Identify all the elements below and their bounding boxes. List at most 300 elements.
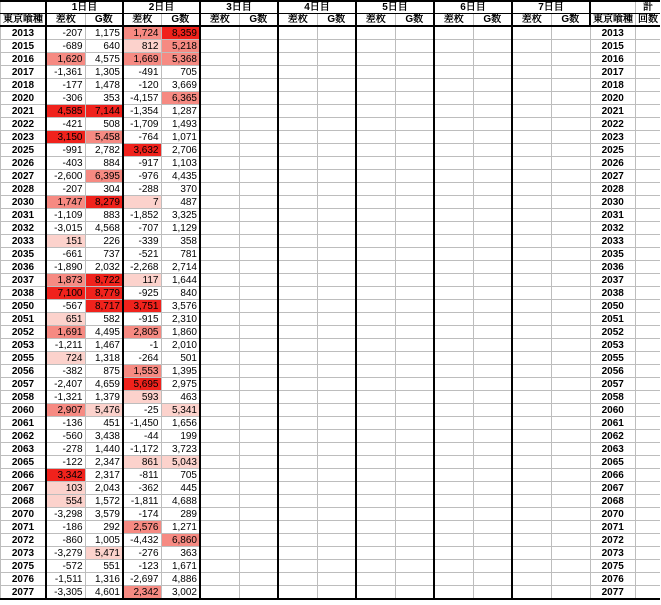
day4-diff-cell [278, 287, 317, 300]
machine-number: 2050 [1, 300, 47, 313]
day6-games-cell [473, 404, 512, 417]
day7-diff-cell [512, 495, 551, 508]
day2-games-cell: 1,644 [161, 274, 200, 287]
day7-games-cell [551, 183, 590, 196]
day7-diff-cell [512, 144, 551, 157]
day5-diff-cell [356, 547, 395, 560]
day6-diff-cell [434, 248, 473, 261]
day5-games-cell [395, 287, 434, 300]
day4-games-cell [317, 482, 356, 495]
day7-games-cell [551, 248, 590, 261]
day5-diff-cell [356, 300, 395, 313]
games-header-1: G数 [85, 14, 123, 27]
day3-games-cell [239, 326, 278, 339]
day1-diff-cell: -860 [46, 534, 85, 547]
day2-games-cell: 8,359 [161, 26, 200, 40]
day3-games-cell [239, 547, 278, 560]
table-row [1, 222, 661, 235]
diff-header-4: 差枚 [278, 14, 317, 27]
day4-diff-cell [278, 261, 317, 274]
machine-number: 2072 [1, 534, 47, 547]
day7-diff-cell [512, 391, 551, 404]
day5-games-cell [395, 248, 434, 261]
day2-diff-cell: 1,724 [123, 26, 161, 40]
day7-diff-cell [512, 573, 551, 586]
day1-diff-cell: -991 [46, 144, 85, 157]
day6-diff-cell [434, 105, 473, 118]
day4-games-cell [317, 235, 356, 248]
day4-games-cell [317, 365, 356, 378]
day2-diff-cell: -120 [123, 79, 161, 92]
day2-diff-cell: -917 [123, 157, 161, 170]
day3-diff-cell [200, 456, 239, 469]
day2-diff-cell: 3,751 [123, 300, 161, 313]
day5-diff-cell [356, 26, 395, 40]
day4-diff-cell [278, 352, 317, 365]
day7-diff-cell [512, 209, 551, 222]
day6-games-cell [473, 482, 512, 495]
day7-games-cell [551, 547, 590, 560]
day6-games-cell [473, 326, 512, 339]
count-cell [636, 105, 661, 118]
day6-diff-cell [434, 287, 473, 300]
machine-number-right: 2067 [590, 482, 636, 495]
day7-diff-cell [512, 456, 551, 469]
day3-diff-cell [200, 79, 239, 92]
day5-diff-cell [356, 326, 395, 339]
day7-diff-cell [512, 443, 551, 456]
day5-games-cell [395, 573, 434, 586]
day3-games-cell [239, 53, 278, 66]
day2-games-cell: 1,071 [161, 131, 200, 144]
day2-games-cell: 463 [161, 391, 200, 404]
day3-games-cell [239, 248, 278, 261]
day2-diff-cell: -339 [123, 235, 161, 248]
machine-column-header: 東京喰種 [1, 14, 47, 27]
day5-games-cell [395, 469, 434, 482]
day1-games-cell: 353 [85, 92, 123, 105]
day3-games-cell [239, 235, 278, 248]
day1-diff-cell: -122 [46, 456, 85, 469]
day1-diff-cell: -560 [46, 430, 85, 443]
day6-diff-cell [434, 456, 473, 469]
day2-games-cell: 840 [161, 287, 200, 300]
day2-games-cell: 2,706 [161, 144, 200, 157]
machine-number: 2031 [1, 209, 47, 222]
day7-diff-cell [512, 508, 551, 521]
day4-games-cell [317, 430, 356, 443]
day2-games-cell: 4,435 [161, 170, 200, 183]
day3-diff-cell [200, 547, 239, 560]
day6-diff-cell [434, 196, 473, 209]
day1-games-cell: 551 [85, 560, 123, 573]
day6-games-cell [473, 170, 512, 183]
day7-games-cell [551, 482, 590, 495]
day1-diff-cell: -207 [46, 26, 85, 40]
day5-games-cell [395, 183, 434, 196]
day6-games-cell [473, 131, 512, 144]
day4-games-cell [317, 118, 356, 131]
day4-diff-cell [278, 248, 317, 261]
day2-games-cell: 3,669 [161, 79, 200, 92]
day1-games-cell: 1,572 [85, 495, 123, 508]
day3-diff-cell [200, 495, 239, 508]
day2-diff-cell: -288 [123, 183, 161, 196]
count-cell [636, 352, 661, 365]
day1-diff-cell: -186 [46, 521, 85, 534]
day5-games-cell [395, 339, 434, 352]
machine-number: 2076 [1, 573, 47, 586]
day1-diff-cell: 3,150 [46, 131, 85, 144]
day3-games-cell [239, 196, 278, 209]
day5-games-cell [395, 40, 434, 53]
machine-number-right: 2018 [590, 79, 636, 92]
machine-number-right: 2027 [590, 170, 636, 183]
count-cell [636, 118, 661, 131]
count-cell [636, 66, 661, 79]
day3-games-cell [239, 404, 278, 417]
day2-games-cell: 5,218 [161, 40, 200, 53]
day5-diff-cell [356, 105, 395, 118]
day2-games-cell: 5,043 [161, 456, 200, 469]
day3-games-cell [239, 352, 278, 365]
day1-diff-cell: -661 [46, 248, 85, 261]
day1-games-cell: 1,467 [85, 339, 123, 352]
machine-number-right: 2055 [590, 352, 636, 365]
machine-number-right: 2051 [590, 313, 636, 326]
day4-diff-cell [278, 547, 317, 560]
day7-games-cell [551, 261, 590, 274]
table-row [1, 157, 661, 170]
day1-games-cell: 3,579 [85, 508, 123, 521]
table-row [1, 326, 661, 339]
day7-games-cell [551, 235, 590, 248]
day7-diff-cell [512, 482, 551, 495]
day7-games-cell [551, 430, 590, 443]
machine-number-right: 2016 [590, 53, 636, 66]
day6-diff-cell [434, 560, 473, 573]
day4-diff-cell [278, 144, 317, 157]
day7-diff-cell [512, 66, 551, 79]
machine-number: 2032 [1, 222, 47, 235]
day7-diff-cell [512, 469, 551, 482]
day1-games-cell: 8,279 [85, 196, 123, 209]
day3-diff-cell [200, 534, 239, 547]
day6-games-cell [473, 495, 512, 508]
machine-number: 2027 [1, 170, 47, 183]
day4-games-cell [317, 274, 356, 287]
day4-diff-cell [278, 79, 317, 92]
machine-number-right: 2060 [590, 404, 636, 417]
day3-diff-cell [200, 144, 239, 157]
day2-games-cell: 3,576 [161, 300, 200, 313]
day5-diff-cell [356, 521, 395, 534]
table-row [1, 560, 661, 573]
count-cell [636, 144, 661, 157]
total-header: 計 [636, 1, 661, 14]
day1-diff-cell: -689 [46, 40, 85, 53]
day3-games-cell [239, 573, 278, 586]
day1-games-cell: 883 [85, 209, 123, 222]
day2-games-cell: 1,287 [161, 105, 200, 118]
day3-games-cell [239, 443, 278, 456]
day4-games-cell [317, 183, 356, 196]
day4-diff-cell [278, 53, 317, 66]
day4-games-cell [317, 261, 356, 274]
day7-games-cell [551, 287, 590, 300]
day5-games-cell [395, 144, 434, 157]
day2-diff-cell: -25 [123, 404, 161, 417]
day6-games-cell [473, 261, 512, 274]
day3-diff-cell [200, 66, 239, 79]
day1-games-cell: 5,471 [85, 547, 123, 560]
day2-games-cell: 370 [161, 183, 200, 196]
day4-diff-cell [278, 495, 317, 508]
day6-games-cell [473, 391, 512, 404]
day6-games-cell [473, 26, 512, 40]
day3-games-cell [239, 287, 278, 300]
count-cell [636, 235, 661, 248]
count-cell [636, 40, 661, 53]
day7-games-cell [551, 573, 590, 586]
day5-games-cell [395, 365, 434, 378]
day6-games-cell [473, 66, 512, 79]
table-row [1, 300, 661, 313]
day1-diff-cell: 651 [46, 313, 85, 326]
day7-diff-cell [512, 547, 551, 560]
machine-number-right: 2037 [590, 274, 636, 287]
day2-games-cell: 2,310 [161, 313, 200, 326]
column-header-row [1, 14, 661, 27]
day5-games-cell [395, 170, 434, 183]
machine-number-right: 2057 [590, 378, 636, 391]
day6-games-cell [473, 287, 512, 300]
day2-diff-cell: 3,632 [123, 144, 161, 157]
day1-games-cell: 640 [85, 40, 123, 53]
day2-games-cell: 4,688 [161, 495, 200, 508]
table-row [1, 105, 661, 118]
table-row [1, 430, 661, 443]
day2-diff-cell: -976 [123, 170, 161, 183]
day5-diff-cell [356, 170, 395, 183]
day4-diff-cell [278, 222, 317, 235]
day1-games-cell: 7,144 [85, 105, 123, 118]
day3-diff-cell [200, 339, 239, 352]
day6-diff-cell [434, 521, 473, 534]
day2-diff-cell: 861 [123, 456, 161, 469]
day3-games-cell [239, 521, 278, 534]
machine-number: 2016 [1, 53, 47, 66]
table-row [1, 313, 661, 326]
day6-diff-cell [434, 313, 473, 326]
day4-diff-cell [278, 118, 317, 131]
day3-games-cell [239, 274, 278, 287]
day1-diff-cell: -1,361 [46, 66, 85, 79]
day5-diff-cell [356, 209, 395, 222]
day5-games-cell [395, 352, 434, 365]
day4-games-cell [317, 209, 356, 222]
day4-diff-cell [278, 456, 317, 469]
machine-number-right: 2058 [590, 391, 636, 404]
day5-games-cell [395, 313, 434, 326]
machine-number-right: 2062 [590, 430, 636, 443]
day1-diff-cell: -306 [46, 92, 85, 105]
day1-diff-cell: 1,747 [46, 196, 85, 209]
table-row [1, 53, 661, 66]
day6-games-cell [473, 469, 512, 482]
day6-diff-cell [434, 222, 473, 235]
machine-number-right: 2061 [590, 417, 636, 430]
table-row [1, 131, 661, 144]
day7-diff-cell [512, 560, 551, 573]
day7-diff-cell [512, 118, 551, 131]
day2-diff-cell: 117 [123, 274, 161, 287]
table-row [1, 183, 661, 196]
machine-number-right: 2022 [590, 118, 636, 131]
day7-games-cell [551, 209, 590, 222]
day2-diff-cell: 2,576 [123, 521, 161, 534]
day3-diff-cell [200, 261, 239, 274]
day5-diff-cell [356, 495, 395, 508]
table-row [1, 573, 661, 586]
machine-number-right: 2050 [590, 300, 636, 313]
machine-number-right: 2075 [590, 560, 636, 573]
machine-number: 2033 [1, 235, 47, 248]
day7-diff-cell [512, 521, 551, 534]
day4-games-cell [317, 469, 356, 482]
day7-games-cell [551, 365, 590, 378]
count-cell [636, 430, 661, 443]
day3-games-cell [239, 586, 278, 600]
day6-diff-cell [434, 40, 473, 53]
day5-diff-cell [356, 261, 395, 274]
day1-games-cell: 2,782 [85, 144, 123, 157]
day2-diff-cell: -362 [123, 482, 161, 495]
day6-games-cell [473, 443, 512, 456]
day5-games-cell [395, 456, 434, 469]
day5-games-cell [395, 261, 434, 274]
day6-games-cell [473, 300, 512, 313]
day3-diff-cell [200, 560, 239, 573]
day1-games-cell: 2,347 [85, 456, 123, 469]
day2-games-cell: 1,129 [161, 222, 200, 235]
day1-diff-cell: -1,511 [46, 573, 85, 586]
day2-games-cell: 3,723 [161, 443, 200, 456]
day1-games-cell: 4,568 [85, 222, 123, 235]
day5-games-cell [395, 222, 434, 235]
machine-number-right: 2033 [590, 235, 636, 248]
table-row [1, 118, 661, 131]
day6-games-cell [473, 79, 512, 92]
count-cell [636, 326, 661, 339]
count-cell [636, 417, 661, 430]
day4-diff-cell [278, 26, 317, 40]
day4-diff-cell [278, 560, 317, 573]
machine-number: 2057 [1, 378, 47, 391]
day1-diff-cell: 554 [46, 495, 85, 508]
day4-diff-cell [278, 378, 317, 391]
day4-diff-cell [278, 40, 317, 53]
count-cell [636, 300, 661, 313]
day2-diff-cell: -4,157 [123, 92, 161, 105]
day1-diff-cell: -3,279 [46, 547, 85, 560]
day7-diff-cell [512, 53, 551, 66]
machine-number: 2065 [1, 456, 47, 469]
machine-number: 2023 [1, 131, 47, 144]
machine-number-right: 2052 [590, 326, 636, 339]
day1-diff-cell: -572 [46, 560, 85, 573]
machine-number: 2037 [1, 274, 47, 287]
machine-number-right: 2070 [590, 508, 636, 521]
day6-diff-cell [434, 339, 473, 352]
day6-games-cell [473, 222, 512, 235]
machine-number: 2066 [1, 469, 47, 482]
day7-diff-cell [512, 157, 551, 170]
table-row [1, 248, 661, 261]
day5-games-cell [395, 235, 434, 248]
count-cell [636, 534, 661, 547]
table-row [1, 287, 661, 300]
table-row [1, 443, 661, 456]
day1-diff-cell: 4,585 [46, 105, 85, 118]
day4-games-cell [317, 443, 356, 456]
day4-diff-cell [278, 157, 317, 170]
day1-diff-cell: -382 [46, 365, 85, 378]
day2-diff-cell: -1,354 [123, 105, 161, 118]
day4-games-cell [317, 196, 356, 209]
day2-diff-cell: -1 [123, 339, 161, 352]
day7-games-cell [551, 404, 590, 417]
day5-games-cell [395, 560, 434, 573]
table-row [1, 352, 661, 365]
day5-diff-cell [356, 183, 395, 196]
machine-number-right: 2063 [590, 443, 636, 456]
day6-games-cell [473, 248, 512, 261]
day1-games-cell: 2,043 [85, 482, 123, 495]
machine-number: 2018 [1, 79, 47, 92]
day1-games-cell: 6,395 [85, 170, 123, 183]
count-cell [636, 131, 661, 144]
table-row [1, 235, 661, 248]
day2-diff-cell: 1,669 [123, 53, 161, 66]
machine-number: 2028 [1, 183, 47, 196]
day3-games-cell [239, 430, 278, 443]
day7-diff-cell [512, 248, 551, 261]
day6-diff-cell [434, 469, 473, 482]
day7-diff-cell [512, 404, 551, 417]
day5-diff-cell [356, 508, 395, 521]
day4-games-cell [317, 144, 356, 157]
day1-diff-cell: -1,321 [46, 391, 85, 404]
day1-games-cell: 3,438 [85, 430, 123, 443]
day6-games-cell [473, 339, 512, 352]
day1-games-cell: 8,722 [85, 274, 123, 287]
day-7-header: 7日目 [512, 1, 590, 14]
diff-header-3: 差枚 [200, 14, 239, 27]
day5-games-cell [395, 508, 434, 521]
machine-number: 2021 [1, 105, 47, 118]
day3-games-cell [239, 508, 278, 521]
machine-number: 2070 [1, 508, 47, 521]
games-header-6: G数 [473, 14, 512, 27]
machine-number: 2030 [1, 196, 47, 209]
day7-games-cell [551, 92, 590, 105]
day1-games-cell: 4,659 [85, 378, 123, 391]
count-cell [636, 495, 661, 508]
table-row [1, 261, 661, 274]
day1-diff-cell: 2,907 [46, 404, 85, 417]
day2-diff-cell: -764 [123, 131, 161, 144]
